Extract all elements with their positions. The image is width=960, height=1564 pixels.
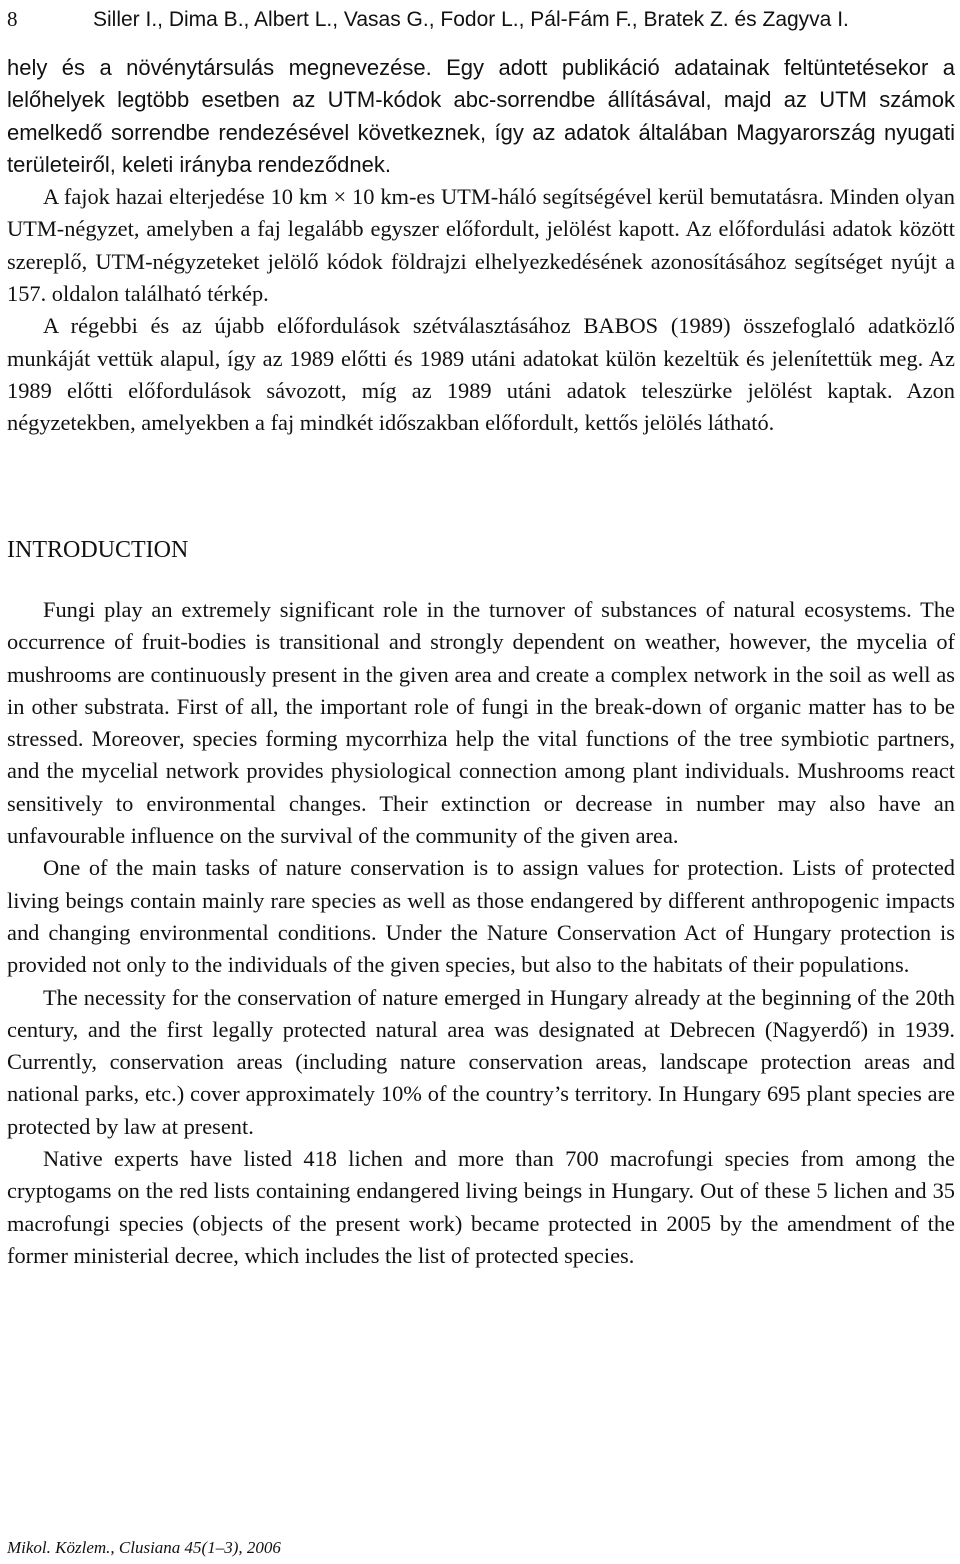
journal-citation-footer: Mikol. Közlem., Clusiana 45(1–3), 2006 [7, 1538, 281, 1557]
paragraph-hu-2: A fajok hazai elterjedése 10 km × 10 km-es UTM-háló segítségével kerül bemutatásra. Minden olyan UTM-négyzet, amelyben a faj legalább egyszer előfordult, jelölést kapott. Az előfordulási adatok között szereplő, UTM-négyzeteket jelölő kódok földrajzi elhelyezkedésének azonosításához segítséget nyújt a 157. oldalon található térkép. [7, 184, 955, 307]
page-number: 8 [7, 7, 18, 31]
paragraph-hu-3: A régebbi és az újabb előfordulások szétválasztásához BABOS (1989) összefoglaló adatközlő munkáját vettük alapul, így az 1989 előtti és 1989 utáni adatokat külön kezeltük és jelenítettük meg. Az 1989 előtti előfordulások sávozott, míg az 1989 utáni adatok teleszürke jelölést kaptak. Azon négyzetekben, amelyekben a faj mindkét időszakban előfordult, kettős jelölés látható. [7, 313, 955, 436]
section-heading-introduction: INTRODUCTION [7, 537, 189, 563]
running-header-authors: Siller I., Dima B., Albert L., Vasas G., Fodor L., Pál-Fám F., Bratek Z. és Zagyva I. [93, 8, 849, 31]
paragraph-intro-2: One of the main tasks of nature conservation is to assign values for protection. Lists of protected living beings contain mainly rare species as well as those endangered by different anthropogenic impacts and changing environmental conditions. Under the Nature Conservation Act of Hungary protection is provided not only to the individuals of the given species, but also to the habitats of their populations. [7, 855, 955, 978]
hungarian-methods-section [7, 52, 955, 440]
paragraph-intro-4: Native experts have listed 418 lichen and more than 700 macrofungi species from among the cryptogams on the red lists containing endangered living beings in Hungary. Out of these 5 lichen and 35 macrofungi species (objects of the present work) became protected in 2005 by the amendment of the former ministerial decree, which includes the list of protected species. [7, 1146, 955, 1268]
paragraph-hu-1: hely és a növénytársulás megnevezése. Egy adott publikáció adatainak feltüntetésekor a lelőhelyek legtöbb esetben az UTM-kódok abc-sorrendbe állításával, majd az UTM számok emelkedő sorrendbe rendezésével következnek, így az adatok általában Magyarország nyugati területeiről, keleti irányba rendeződnek. [7, 55, 955, 177]
running-header [7, 6, 955, 33]
introduction-section [7, 594, 955, 1272]
paragraph-intro-3: The necessity for the conservation of nature emerged in Hungary already at the beginning of the 20th century, and the first legally protected natural area was designated at Debrecen (Nagyerdő) in 1939. Currently, conservation areas (including nature conservation areas, landscape protection areas and national parks, etc.) cover approximately 10% of the country’s territory. In Hungary 695 plant species are protected by law at present. [7, 984, 955, 1139]
paragraph-intro-1: Fungi play an extremely significant role in the turnover of substances of natural ecosystems. The occurrence of fruit-bodies is transitional and strongly dependent on weather, however, the mycelia of mushrooms are continuously present in the given area and create a complex network in the soil as well as in other substrata. First of all, the important role of fungi in the break-down of organic matter has to be stressed. Moreover, species forming mycorrhiza help the vital functions of the tree symbiotic partners, and the mycelial network provides physiological connection among plant individuals. Mushrooms react sensitively to environmental changes. Their extinction or decrease in number may also have an unfavourable influence on the survival of the community of the given area. [7, 597, 955, 849]
